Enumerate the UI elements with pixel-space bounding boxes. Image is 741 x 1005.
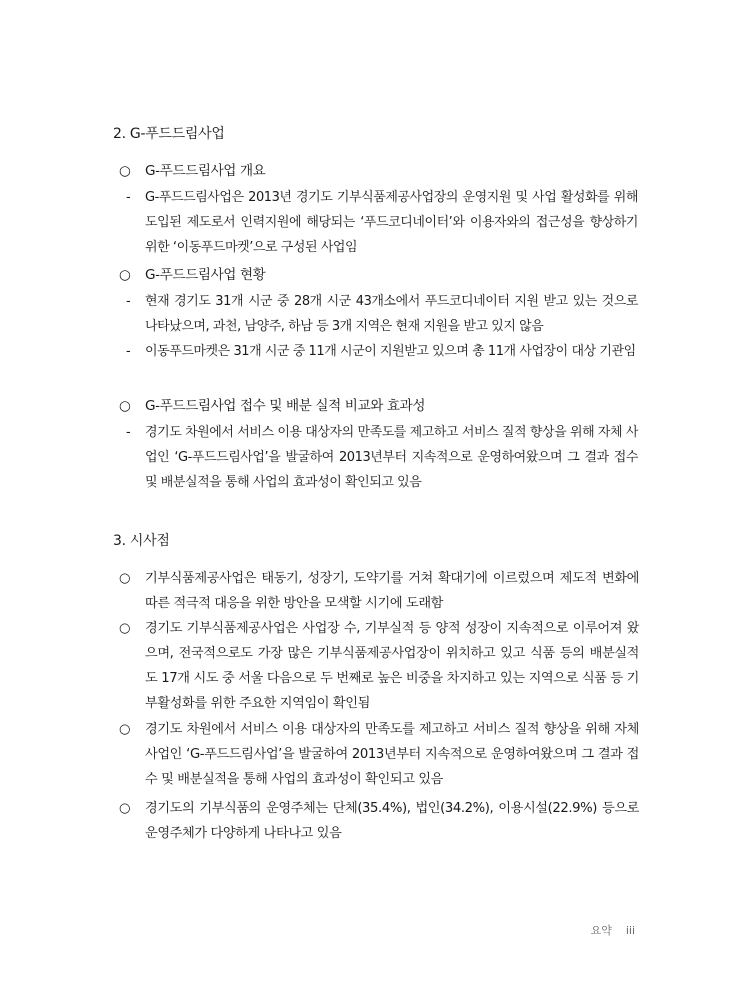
page-number: iii [625,924,635,937]
circle-bullet-icon: ○ [119,801,131,816]
section-2-item-2-detail-2: - 이동푸드마켓은 31개 시군 중 11개 시군이 지원받고 있으며 총 11개 사업장이 대상 기관임 [126,339,638,364]
dash-bullet: - [126,294,131,309]
circle-bullet-icon: ○ [119,571,131,586]
footer-label: 요약 [590,924,612,937]
section-3-item-2: ○ 경기도 기부식품제공사업은 사업장 수, 기부실적 등 양적 성장이 지속적으로 이루어져 왔으며, 전국적으로도 가장 많은 기부식품제공사업장이 위치하고 있고 식품 등의 배분실적도 17개 시도 중 서울 다음으로 두 번째로 높은 비중을 차지하고 있는 지역으로 식품 등 기부활성화를 위한 주요한 지역임이 확인됨 [119,616,639,716]
section-2-item-3-title: ○ G-푸드드림사업 접수 및 배분 실적 비교와 효과성 [119,394,639,419]
page-footer [577,922,635,938]
section-2-heading: 2. G-푸드드림사업 [113,126,225,142]
section-3-heading: 3. 시사점 [113,533,170,549]
section-3-item-1: ○ 기부식품제공사업은 태동기, 성장기, 도약기를 거쳐 확대기에 이르렀으며 제도적 변화에 따른 적극적 대응을 위한 방안을 모색할 시기에 도래함 [119,566,639,616]
section-2-item-2-title: ○ G-푸드드림사업 현황 [119,263,639,288]
circle-bullet-icon: ○ [119,398,131,414]
section-2-item-2-detail-1: - 현재 경기도 31개 시군 중 28개 시군 43개소에서 푸드코디네이터 지원 받고 있는 것으로 나타났으며, 과천, 남양주, 하남 등 3개 지역은 현재 지원을 받고 있지 않음 [126,289,638,339]
dash-bullet: - [126,344,131,359]
circle-bullet-icon: ○ [119,722,131,737]
circle-bullet-icon: ○ [119,267,131,283]
dash-bullet: - [126,425,131,440]
section-2-item-3-detail-1: - 경기도 차원에서 서비스 이용 대상자의 만족도를 제고하고 서비스 질적 향상을 위해 자체 사업인 ‘G-푸드드림사업’을 발굴하여 2013년부터 지속적으로 운영하여왔으며 그 결과 접수 및 배분실적을 통해 사업의 효과성이 확인되고 있음 [126,420,638,495]
section-2-item-1-title: ○ G-푸드드림사업 개요 [119,159,639,184]
section-3-item-4: ○ 경기도의 기부식품의 운영주체는 단체(35.4%), 법인(34.2%), 이용시설(22.9%) 등으로 운영주체가 다양하게 나타나고 있음 [119,796,639,846]
circle-bullet-icon: ○ [119,163,131,179]
section-2-item-1-detail-1: - G-푸드드림사업은 2013년 경기도 기부식품제공사업장의 운영지원 및 사업 활성화를 위해 도입된 제도로서 인력지원에 해당되는 ‘푸드코디네이터’와 이용자와의 접근성을 향상하기 위한 ‘이동푸드마켓’으로 구성된 사업임 [126,185,638,260]
circle-bullet-icon: ○ [119,621,131,636]
section-3-item-3: ○ 경기도 차원에서 서비스 이용 대상자의 만족도를 제고하고 서비스 질적 향상을 위해 자체 사업인 ‘G-푸드드림사업’을 발굴하여 2013년부터 지속적으로 운영하여왔으며 그 결과 접수 및 배분실적을 통해 사업의 효과성이 확인되고 있음 [119,717,639,792]
dash-bullet: - [126,190,131,205]
